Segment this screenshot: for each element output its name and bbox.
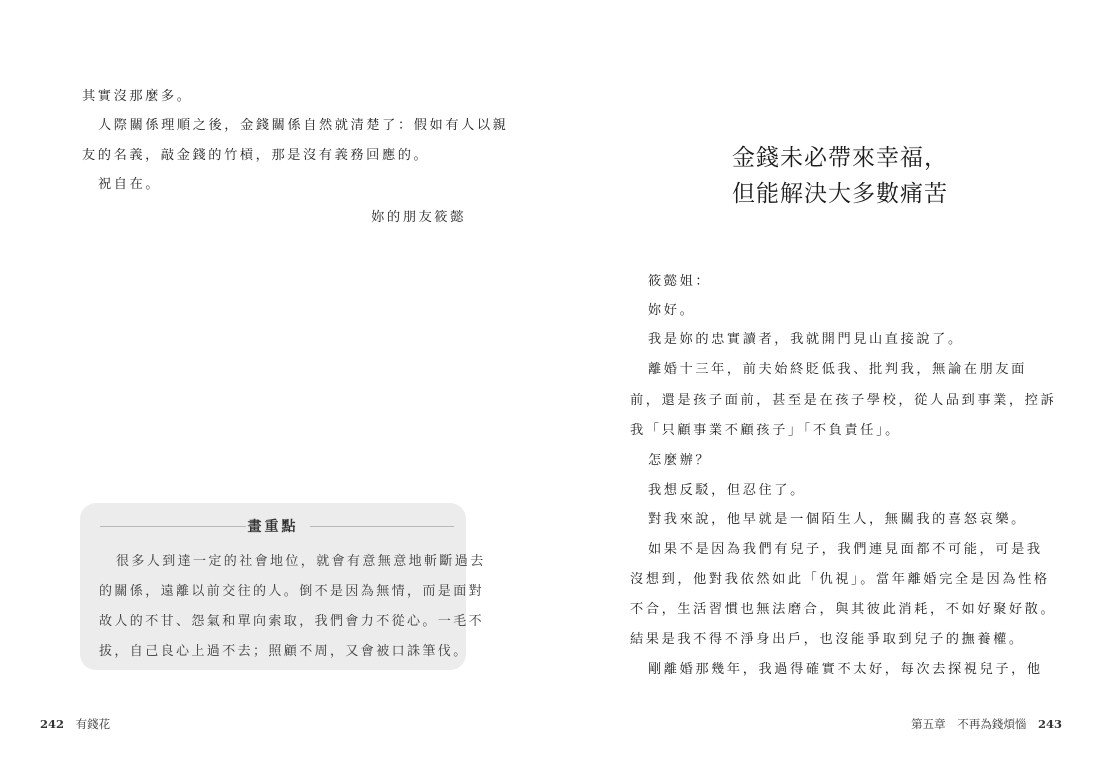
body-line: 筱懿姐： — [648, 274, 712, 289]
chapter-heading-line: 金錢未必帶來幸福， — [732, 145, 948, 171]
highlight-line: 的關係，遠離以前交往的人。倒不是因為無情，而是面對 — [99, 584, 485, 599]
right-page — [550, 0, 1100, 780]
chapter-label: 第五章 — [911, 717, 946, 731]
body-line: 對我來說，他早就是一個陌生人，無關我的喜怒哀樂。 — [648, 512, 1027, 527]
highlight-line: 很多人到達一定的社會地位，就會有意無意地斬斷過去 — [116, 554, 486, 569]
highlight-title: 畫重點 — [247, 519, 299, 535]
body-line: 我是妳的忠實讀者，我就開門見山直接說了。 — [648, 332, 964, 347]
page-number: 243 — [1037, 717, 1062, 731]
left-folio — [40, 716, 110, 732]
body-line: 妳好。 — [648, 303, 696, 318]
divider — [310, 526, 454, 527]
page-number: 242 — [40, 717, 65, 731]
body-line: 剛離婚那幾年，我過得確實不太好，每次去探視兒子，他 — [648, 662, 1043, 677]
body-line: 不合，生活習慣也無法磨合，與其彼此消耗，不如好聚好散。 — [630, 602, 1057, 617]
body-line: 怎麼辦？ — [648, 453, 712, 468]
body-line: 如果不是因為我們有兒子，我們連見面都不可能，可是我 — [648, 542, 1043, 557]
right-folio — [911, 716, 1062, 732]
highlight-line: 拔，自己良心上過不去；照顧不周，又會被口誅筆伐。 — [99, 644, 469, 659]
body-line: 我想反駁，但忍住了。 — [648, 483, 806, 498]
signature: 妳的朋友筱懿 — [371, 210, 466, 225]
chapter-heading-line: 但能解決大多數痛苦 — [732, 181, 948, 207]
body-line: 祝自在。 — [98, 177, 162, 192]
body-line: 友的名義，敲金錢的竹槓，那是沒有義務回應的。 — [82, 148, 430, 163]
body-line: 離婚十三年，前夫始終貶低我、批判我，無論在朋友面 — [648, 362, 1027, 377]
body-line: 我「只顧事業不顧孩子」「不負責任」。 — [630, 423, 901, 438]
body-line: 人際關係理順之後，金錢關係自然就清楚了：假如有人以親 — [98, 118, 509, 133]
highlight-box — [80, 503, 486, 670]
book-title: 有錢花 — [75, 717, 111, 731]
body-line: 沒想到，他對我依然如此「仇視」。當年離婚完全是因為性格 — [630, 572, 1050, 587]
body-line: 結果是我不得不淨身出戶，也沒能爭取到兒子的撫養權。 — [630, 632, 1025, 647]
body-line: 其實沒那麼多。 — [82, 89, 193, 104]
chapter-title: 不再為錢煩惱 — [957, 717, 1027, 731]
highlight-line: 故人的不甘、怨氣和單向索取，我們會力不從心。一毛不 — [99, 614, 485, 629]
body-line: 前，還是孩子面前，甚至是在孩子學校，從人品到事業，控訴 — [630, 393, 1057, 408]
